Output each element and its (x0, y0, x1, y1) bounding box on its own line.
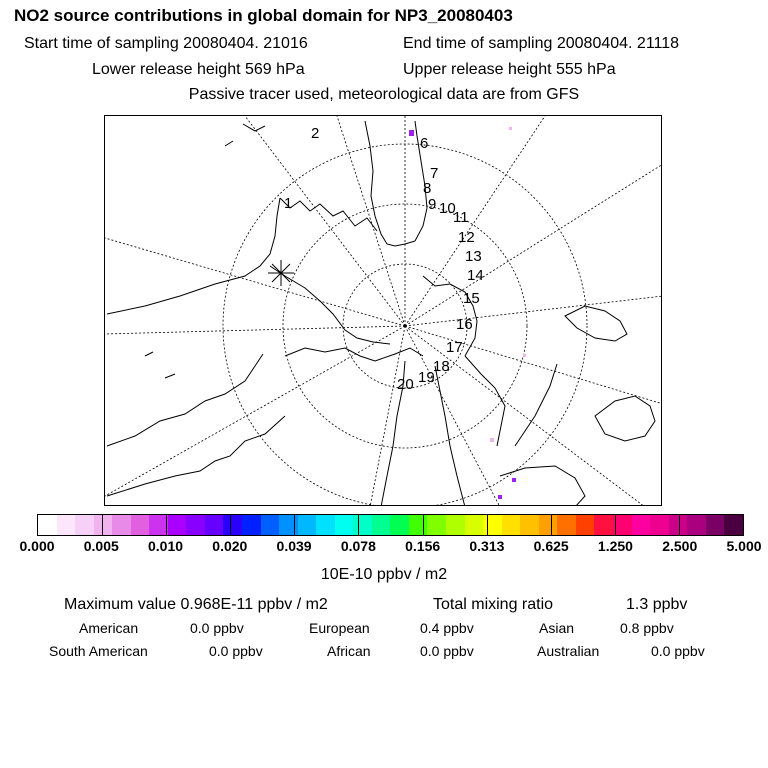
color-scale-divider (551, 515, 552, 535)
color-scale-tick-label: 0.005 (83, 538, 119, 554)
upper-release-height: Upper release height 555 hPa (403, 61, 616, 78)
trajectory-label: 8 (423, 180, 432, 197)
color-swatch (520, 515, 539, 535)
region-value: 0.4 ppbv (420, 620, 474, 636)
coastline-europe (465, 356, 505, 446)
color-swatch (223, 515, 242, 535)
color-swatch (131, 515, 150, 535)
trajectory-label: 10 (439, 200, 456, 217)
trajectory-label: 7 (430, 165, 439, 182)
color-scale-tick-label: 0.020 (212, 538, 248, 554)
contribution-dot (498, 495, 502, 499)
trajectory-label: 19 (418, 369, 435, 386)
color-swatch (669, 515, 688, 535)
maximum-value: Maximum value 0.968E-11 ppbv / m2 (64, 596, 328, 613)
region-name: South American (49, 643, 148, 659)
color-scale-divider (423, 515, 424, 535)
region-name: Australian (537, 643, 600, 659)
contribution-dot (409, 130, 414, 136)
color-swatch (539, 515, 558, 535)
color-swatch (186, 515, 205, 535)
color-swatch (353, 515, 372, 535)
color-scale-tick-label: 0.313 (469, 538, 505, 554)
coastline-asia-east (107, 416, 285, 496)
trajectory-label: 15 (463, 290, 480, 307)
color-swatch (335, 515, 354, 535)
coastline-south (500, 466, 585, 506)
color-swatch (242, 515, 261, 535)
lower-release-height: Lower release height 569 hPa (92, 61, 305, 78)
total-mixing-label: Total mixing ratio (433, 596, 554, 613)
color-scale-tick-label: 5.000 (726, 538, 762, 554)
trajectory-label: 11 (453, 209, 469, 226)
region-value: 0.8 ppbv (620, 620, 674, 636)
trajectory-label: 12 (458, 229, 475, 246)
trajectory-label: 2 (311, 125, 320, 142)
start-time: Start time of sampling 20080404. 21016 (24, 35, 308, 52)
region-name: African (327, 643, 371, 659)
color-swatch (38, 515, 57, 535)
color-scale-divider (166, 515, 167, 535)
meridian (405, 164, 662, 326)
color-scale-tick-label: 2.500 (662, 538, 698, 554)
color-scale-tick-label: 0.039 (276, 538, 312, 554)
meridian (105, 238, 405, 326)
meridian (370, 326, 405, 506)
trajectory-label: 17 (446, 339, 463, 356)
color-swatch (316, 515, 335, 535)
trajectory-label: 20 (397, 376, 414, 393)
coastline-peninsula (595, 396, 655, 441)
color-scale-tick-label: 0.156 (405, 538, 441, 554)
color-swatch (75, 515, 94, 535)
coastline-siberia (285, 348, 423, 361)
color-swatch (724, 515, 743, 535)
color-scale-tick-label: 0.625 (533, 538, 569, 554)
contribution-dot (523, 354, 526, 357)
color-swatch (390, 515, 409, 535)
color-swatch (372, 515, 391, 535)
region-value: 0.0 ppbv (651, 643, 705, 659)
color-swatch (112, 515, 131, 535)
tracer-note: Passive tracer used, meteorological data are from GFS (188, 86, 580, 103)
trajectory-label: 16 (456, 316, 473, 333)
color-swatch (205, 515, 224, 535)
color-swatch (298, 515, 317, 535)
region-name: Asian (539, 620, 575, 636)
coastline-north-america (107, 198, 280, 314)
color-swatch (261, 515, 280, 535)
polar-map (104, 115, 662, 506)
region-name: American (79, 620, 139, 636)
color-swatch (427, 515, 446, 535)
color-scale-tick-label: 0.000 (19, 538, 55, 554)
map-svg (105, 116, 662, 506)
color-swatch (557, 515, 576, 535)
color-swatch (446, 515, 465, 535)
trajectory-label: 18 (433, 358, 450, 375)
region-value: 0.0 ppbv (190, 620, 244, 636)
map-title: NO2 source contributions in global domain for NP3_20080403 (14, 6, 513, 25)
coastline-fragments (145, 124, 265, 378)
coastline-hudson (270, 266, 390, 344)
color-swatch (57, 515, 76, 535)
coastline-africa-east (435, 366, 465, 506)
color-scale-divider (102, 515, 103, 535)
end-time: End time of sampling 20080404. 21118 (403, 35, 680, 52)
trajectory-label: 14 (467, 267, 484, 284)
color-scale-tick-label: 0.078 (340, 538, 376, 554)
coastline-island (565, 306, 627, 341)
region-name: European (309, 620, 370, 636)
color-scale-divider (294, 515, 295, 535)
color-scale-divider (358, 515, 359, 535)
color-swatch (465, 515, 484, 535)
total-mixing-value: 1.3 ppbv (626, 596, 688, 613)
coastline-asia-south (107, 354, 263, 446)
contribution-dot (512, 478, 516, 482)
color-swatch (706, 515, 725, 535)
meridian (337, 116, 405, 326)
color-scale-divider (487, 515, 488, 535)
color-swatch (409, 515, 428, 535)
meridian (405, 296, 662, 326)
source-star-icon (268, 260, 294, 286)
contribution-dot (509, 127, 512, 130)
color-swatch (687, 515, 706, 535)
trajectory-label: 1 (284, 195, 293, 212)
contribution-dot (490, 438, 494, 442)
color-swatch (632, 515, 651, 535)
trajectory-labels (284, 125, 484, 393)
color-swatch (149, 515, 168, 535)
color-scale-tick-label: 1.250 (597, 538, 633, 554)
color-scale-tick-label: 0.010 (148, 538, 184, 554)
meridian (105, 326, 405, 334)
color-scale-divider (615, 515, 616, 535)
coastline-middle-east (515, 364, 557, 446)
trajectory-label: 6 (420, 135, 429, 152)
color-swatch (650, 515, 669, 535)
color-swatch (576, 515, 595, 535)
color-swatch (502, 515, 521, 535)
color-swatch (594, 515, 613, 535)
trajectory-label: 13 (465, 248, 482, 265)
region-value: 0.0 ppbv (209, 643, 263, 659)
meridian (245, 116, 405, 326)
trajectory-label: 9 (428, 196, 437, 213)
meridians (105, 116, 662, 506)
color-swatch (168, 515, 187, 535)
color-scale-divider (230, 515, 231, 535)
coastline-greenland-west (365, 121, 415, 246)
color-scale-divider (679, 515, 680, 535)
region-value: 0.0 ppbv (420, 643, 474, 659)
color-scale-units: 10E-10 ppbv / m2 (320, 566, 448, 583)
meridian (105, 326, 405, 496)
color-scale-bar (37, 514, 744, 536)
meridian (405, 326, 645, 506)
